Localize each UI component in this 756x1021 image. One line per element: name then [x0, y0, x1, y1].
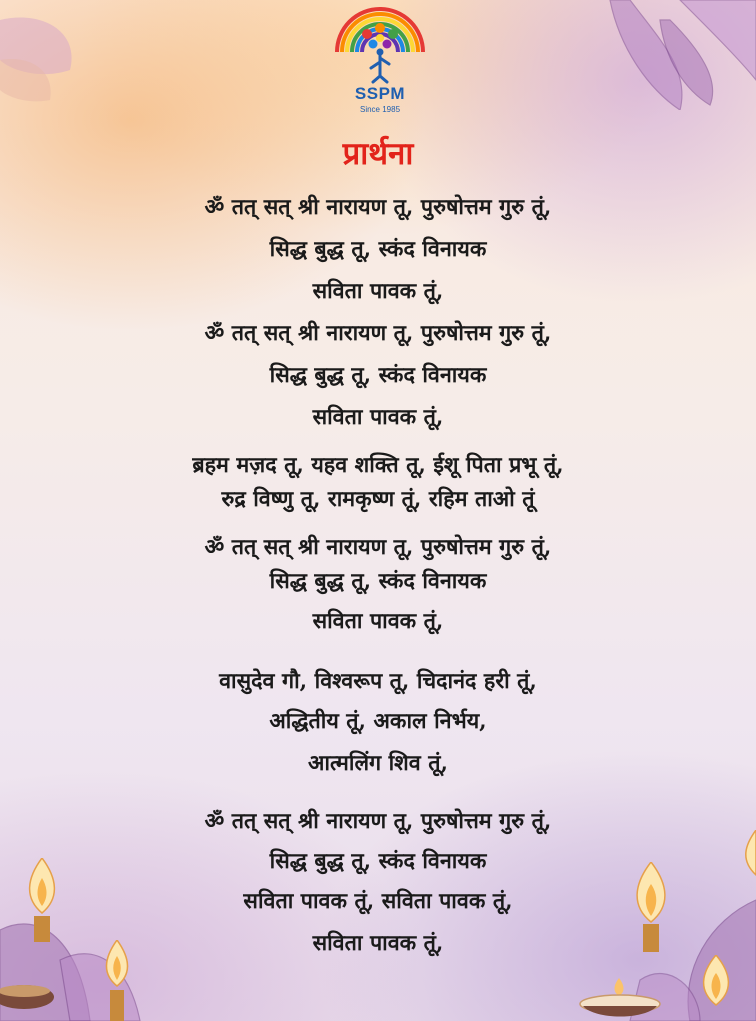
verse-line: वासुदेव गौ, विश्वरूप तू, चिदानंद हरी तूं, [219, 669, 537, 694]
sspm-logo [333, 6, 427, 120]
verse-line: सविता पावक तूं, सविता पावक तूं, [243, 889, 513, 914]
lotus-flower-icon [570, 0, 756, 110]
verse-line: सविता पावक तूं, [312, 931, 444, 956]
logo-since: Since 1985 [359, 105, 401, 114]
verse-line: ॐ तत् सत् श्री नारायण तू, पुरुषोत्तम गुरु तूं, [204, 809, 552, 834]
page-title: प्रार्थना [342, 136, 414, 172]
verse-line: अद्धितीय तूं, अकाल निर्भय, [269, 709, 487, 734]
verse-line: ॐ तत् सत् श्री नारायण तू, पुरुषोत्तम गुरु तूं, [204, 321, 552, 346]
diya-lamp-icon [686, 955, 746, 1021]
verse-line: ॐ तत् सत् श्री नारायण तू, पुरुषोत्तम गुरु तूं, [204, 535, 552, 560]
diya-lamp-icon [0, 975, 60, 1021]
verse-line: ब्रहम मज़द तू, यहव शक्ति तू, ईशू पिता प्रभू तूं, [192, 453, 564, 478]
logo-name: SSPM [354, 84, 406, 103]
diya-lamp-icon [575, 978, 665, 1021]
tree-rainbow-logo-icon [333, 6, 427, 84]
verse-line: सिद्ध बुद्ध तू, स्कंद विनायक [269, 569, 487, 594]
verse-line: सिद्ध बुद्ध तू, स्कंद विनायक [269, 849, 487, 874]
verse-line: सिद्ध बुद्ध तू, स्कंद विनायक [269, 363, 487, 388]
verse-line: सविता पावक तूं, [312, 609, 444, 634]
verse-line: रुद्र विष्णु तू, रामकृष्ण तूं, रहिम ताओ तूं [221, 487, 535, 512]
lotus-petal-icon [0, 0, 120, 110]
verse-line: सविता पावक तूं, [312, 279, 444, 304]
verse-line: आत्मलिंग शिव तूं, [308, 751, 448, 776]
verse-line: सविता पावक तूं, [312, 405, 444, 430]
verse-line: सिद्ध बुद्ध तू, स्कंद विनायक [269, 237, 487, 262]
verse-line: ॐ तत् सत् श्री नारायण तू, पुरुषोत्तम गुरु तूं, [204, 195, 552, 220]
